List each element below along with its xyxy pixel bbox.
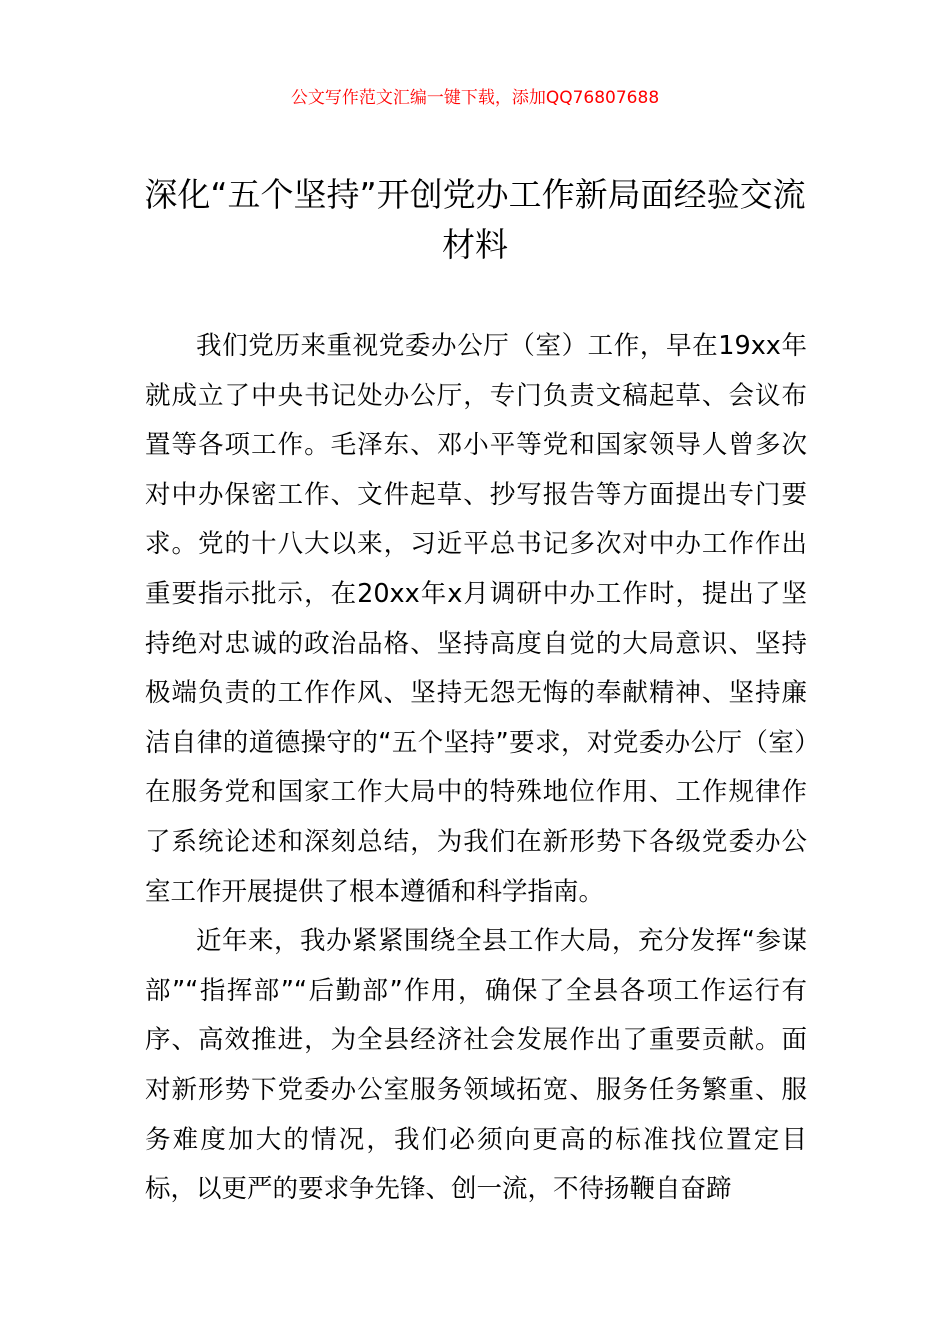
- download-promo-header: 公文写作范文汇编一键下载，添加QQ76807688: [290, 88, 660, 108]
- document-body: [145, 322, 807, 1215]
- document-title: 深化“五个坚持”开创党办工作新局面经验交流材料: [144, 175, 806, 264]
- paragraph-1: 我们党历来重视党委办公厅（室）工作，早在19xx年就成立了中央书记处办公厅，专门负责文稿起草、会议布置等各项工作。毛泽东、邓小平等党和国家领导人曾多次对中办保密工作、文件起草、抄写报告等方面提出专门要求。党的十八大以来，习近平总书记多次对中办工作作出重要指示批示，在20xx年x月调研中办工作时，提出了坚持绝对忠诚的政治品格、坚持高度自觉的大局意识、坚持极端负责的工作作风、坚持无怨无悔的奉献精神、坚持廉洁自律的道德操守的“五个坚持”要求，对党委办公厅（室）在服务党和国家工作大局中的特殊地位作用、工作规律作了系统论述和深刻总结，为我们在新形势下各级党委办公室工作开展提供了根本遵循和科学指南。: [145, 331, 807, 907]
- paragraph-2: 近年来，我办紧紧围绕全县工作大局，充分发挥“参谋部”“指挥部”“后勤部”作用，确保了全县各项工作运行有序、高效推进，为全县经济社会发展作出了重要贡献。面对新形势下党委办公室服务领域拓宽、服务任务繁重、服务难度加大的情况，我们必须向更高的标准找位置定目标，以更严的要求争先锋、创一流，不待扬鞭自奋蹄: [145, 926, 807, 1205]
